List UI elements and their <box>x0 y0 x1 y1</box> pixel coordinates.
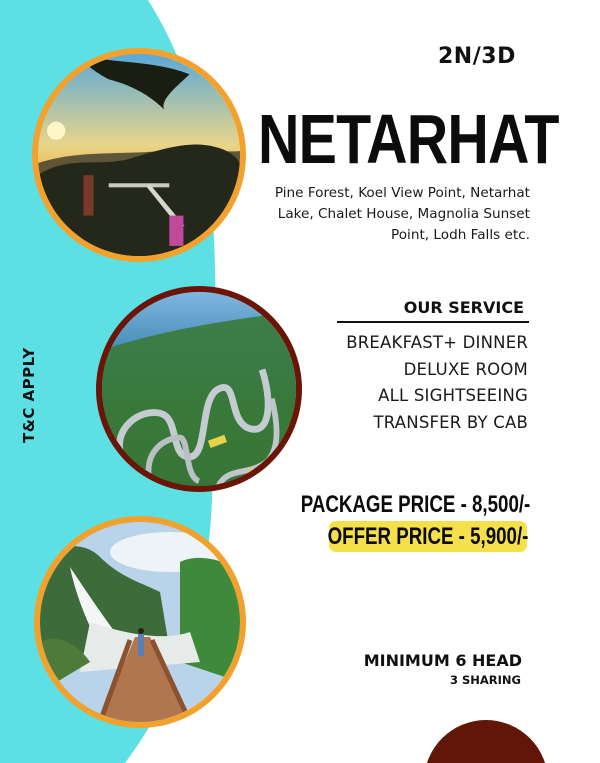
places-list: Pine Forest, Koel View Point, Netarhat Lake, Chalet House, Magnolia Sunset Point, Lodh Falls etc. <box>274 185 530 243</box>
service-list <box>346 330 528 436</box>
minimum-group-size: MINIMUM 6 HEAD <box>363 651 522 670</box>
offer-price: OFFER PRICE - 5,900/- <box>327 523 528 550</box>
destination-title: NETARHAT <box>258 100 559 178</box>
service-item-room: DELUXE ROOM <box>403 359 528 379</box>
service-item-meals: BREAKFAST+ DINNER <box>346 333 528 352</box>
service-item-sightseeing: ALL SIGHTSEEING <box>378 386 528 405</box>
service-heading: OUR SERVICE <box>403 298 524 317</box>
terms-note: T&C APPLY <box>20 347 38 443</box>
sharing-info: 3 SHARING <box>449 673 521 687</box>
package-price: PACKAGE PRICE - 8,500/- <box>300 491 530 518</box>
photo-sunset-viewpoint <box>32 48 246 262</box>
service-divider <box>337 321 529 323</box>
photo-waterfall-bridge <box>34 516 246 728</box>
service-item-transfer: TRANSFER BY CAB <box>373 412 528 432</box>
trip-duration: 2N/3D <box>438 44 516 69</box>
photo-winding-road <box>96 286 302 492</box>
